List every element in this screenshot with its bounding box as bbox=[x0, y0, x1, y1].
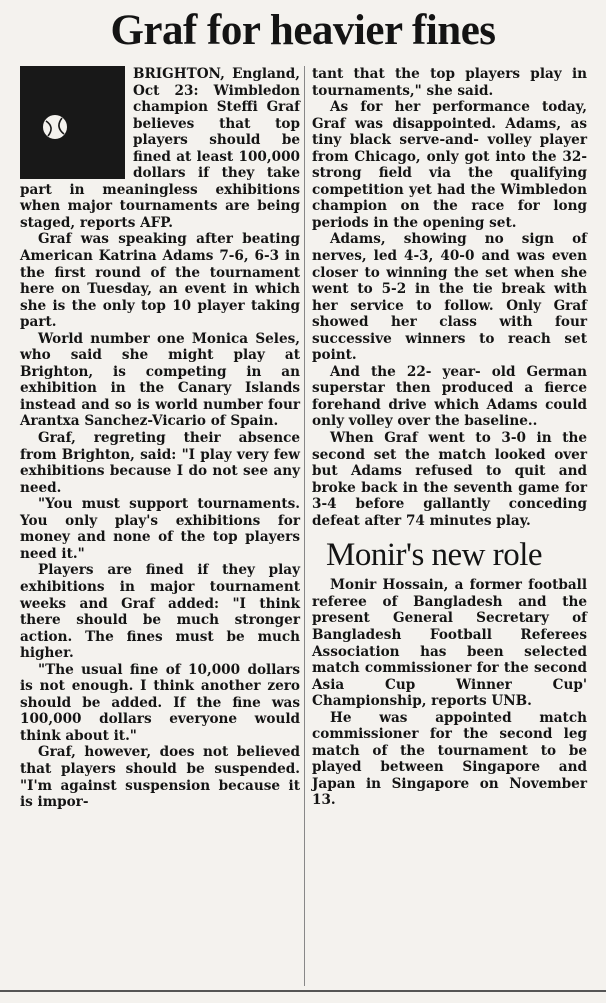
article-paragraph: Adams, showing no sign of nerves, led 4-3, 40-0 and was even closer to winning the set when she went to 5-2 in the tie break with her service to follow. Only Graf showed her class with four successive winners to reach set point. bbox=[312, 231, 587, 364]
article-paragraph: When Graf went to 3-0 in the second set the match looked over but Adams refused to quit and broke back in the seventh game for 3-4 before gallantly conceding defeat after 74 minutes play. bbox=[312, 430, 587, 529]
headline: Graf for heavier fines bbox=[110, 7, 496, 54]
column-divider bbox=[304, 66, 305, 986]
article-paragraph: Graf, however, does not believed that players should be suspended. "I'm against suspension because it is impor- bbox=[20, 744, 300, 811]
article-paragraph: As for her performance today, Graf was disappointed. Adams, as tiny black serve-and- volley player from Chicago, only got into the 32-strong field via the qualifying competition yet had the Wimbledon champion on the race for long periods in the opening set. bbox=[312, 99, 587, 231]
tennis-ball-icon bbox=[42, 114, 68, 140]
article-paragraph: "The usual fine of 10,000 dollars is not enough. I think another zero should be added. If the fine was 100,000 dollars everyone would think about it." bbox=[20, 661, 300, 744]
article-paragraph: World number one Monica Seles, who said she might play at Brighton, is competing in an exhibition in the Canary Islands instead and so is world number four Arantxa Sanchez-Vicario of Spain. bbox=[20, 330, 300, 430]
article-paragraph: Players are fined if they play exhibitions in major tournament weeks and Graf added: "I think there should be much stronger action. The fines must be much higher. bbox=[20, 562, 300, 662]
article-lead: BRIGHTON, England, Oct 23: Wimbledon champion Steffi Graf believes that top players should be fined at least 100,000 dollars if they take part in meaningless exhibitions when major tournaments are being staged, reports AFP. bbox=[20, 66, 300, 231]
sub-article-paragraph: Monir Hossain, a former football referee of Bangladesh and the present General Secretary of Bangladesh Football Referees Association has been selected match commissioner for the second Asia Cup Winner Cup' Championship, reports UNB. bbox=[312, 577, 587, 710]
right-column bbox=[312, 66, 587, 809]
article-paragraph: Graf was speaking after beating American Katrina Adams 7-6, 6-3 in the first round of the tournament here on Tuesday, an event in which she is the only top 10 player taking part. bbox=[20, 231, 300, 331]
left-column bbox=[20, 66, 300, 811]
sub-article-paragraph: He was appointed match commissioner for the second leg match of the tournament to be played between Singapore and Japan in Singapore on November 13. bbox=[312, 709, 587, 809]
article-paragraph: And the 22- year- old German superstar then produced a fierce forehand drive which Adams could only volley over the baseline.. bbox=[312, 363, 587, 430]
bottom-rule bbox=[0, 990, 606, 992]
article-paragraph: "You must support tournaments. You only play's exhibitions for money and none of the top players need it." bbox=[20, 496, 300, 562]
article-paragraph: Graf, regreting their absence from Brighton, said: "I play very few exhibitions because I do not see any need. bbox=[20, 430, 300, 496]
subheadline: Monir's new role bbox=[326, 537, 543, 574]
article-continuation: tant that the top players play in tournaments," she said. bbox=[312, 66, 587, 99]
tennis-logo bbox=[20, 66, 125, 179]
